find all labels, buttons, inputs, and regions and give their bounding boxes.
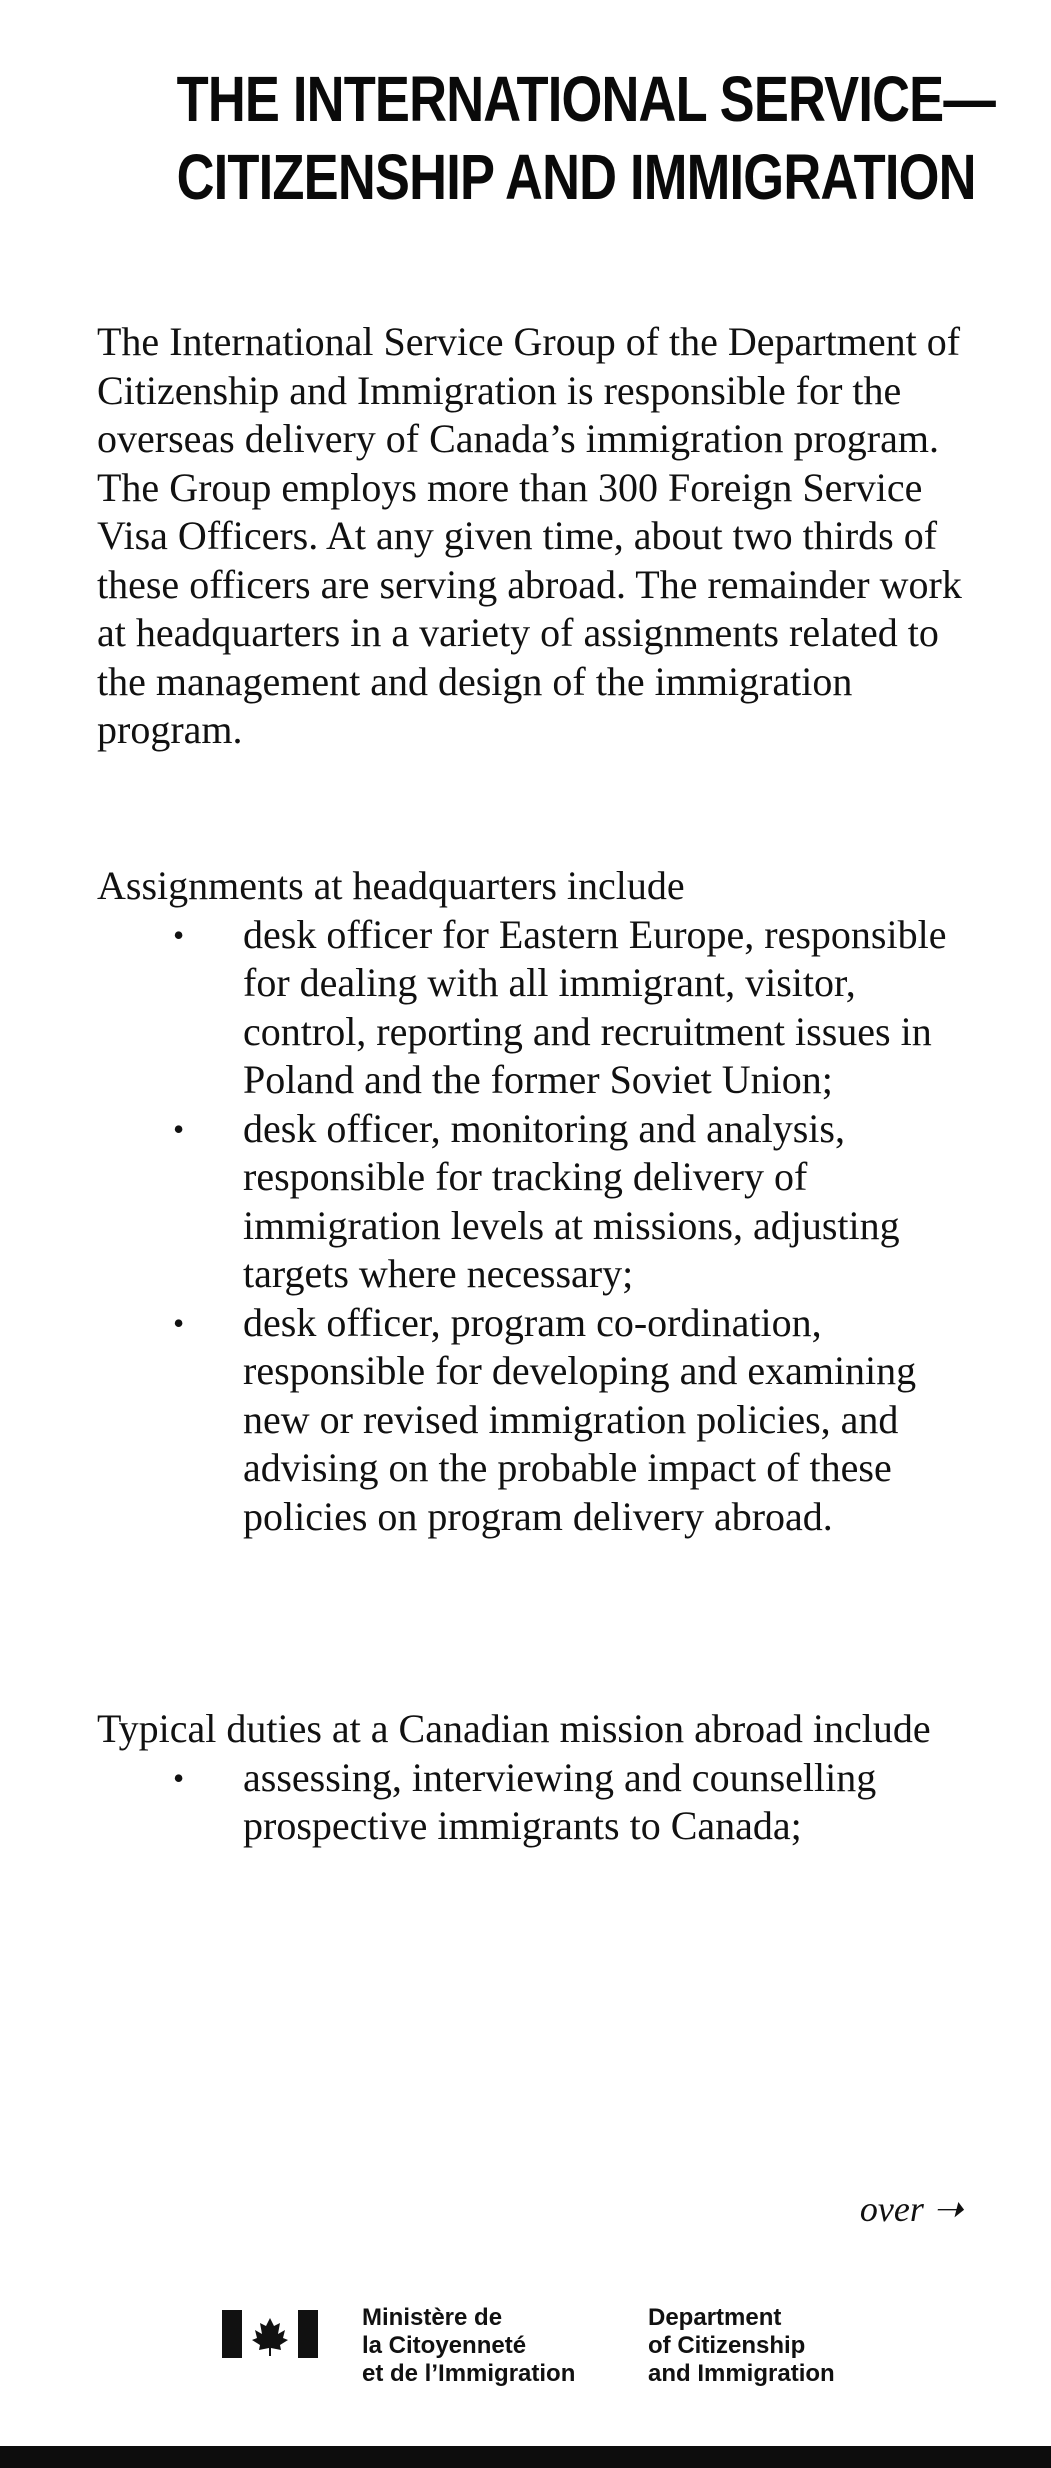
footer-french-line: la Citoyenneté (362, 2332, 527, 2359)
footer-french-line: Ministère de (362, 2304, 503, 2331)
headquarters-list (97, 911, 977, 1542)
scan-edge-bar (0, 2446, 1051, 2468)
footer-english-line: and Immigration (648, 2360, 835, 2387)
footer-english-line: of Citizenship (648, 2332, 806, 2359)
headquarters-section (97, 862, 977, 1541)
intro-paragraph: The International Service Group of the Department of Citizenship and Immigration is responsible for the overseas delivery of Canada’s immigration program. The Group employs more than 300 Foreign Service Visa Officers. At any given time, about two thirds of these officers are serving abroad. The remainder work at headquarters in a variety of assignments related to the management and design of the immigration program. (97, 319, 962, 752)
footer-english-name (648, 2304, 835, 2388)
bullet-icon: • (173, 1304, 185, 1341)
list-item (97, 1105, 977, 1299)
list-item (97, 911, 977, 1105)
list-item-text: desk officer, monitoring and analysis, responsible for tracking delivery of immigration levels at missions, adjusting targets where necessary; (243, 1105, 900, 1296)
mission-list (97, 1754, 977, 1851)
title-line-2: CITIZENSHIP AND IMMIGRATION (176, 141, 976, 213)
list-item (97, 1754, 977, 1851)
mission-section (97, 1705, 977, 1851)
list-item-text: assessing, interviewing and counselling prospective immigrants to Canada; (243, 1754, 877, 1848)
bullet-icon: • (173, 916, 185, 953)
bullet-icon: • (173, 1110, 185, 1147)
bullet-icon: • (173, 1759, 185, 1796)
footer-english-line: Department (648, 2304, 782, 2331)
canada-flag-icon (222, 2310, 318, 2358)
document-title (176, 60, 996, 216)
headquarters-lead: Assignments at headquarters include (97, 863, 685, 908)
list-item-text: desk officer for Eastern Europe, responsible for dealing with all immigrant, visitor, control, reporting and recruitment issues in Poland and the former Soviet Union; (243, 911, 947, 1102)
mission-lead: Typical duties at a Canadian mission abroad include (97, 1706, 931, 1751)
list-item (97, 1299, 977, 1542)
footer-french-line: et de l’Immigration (362, 2360, 576, 2387)
list-item-text: desk officer, program co-ordination, responsible for developing and examining new or revised immigration policies, and advising on the probable impact of these policies on program delivery abroad. (243, 1299, 917, 1539)
title-line-1: THE INTERNATIONAL SERVICE— (176, 63, 996, 135)
footer-french-name (362, 2304, 575, 2388)
over-continuation-label: over ➝ (859, 2189, 963, 2229)
